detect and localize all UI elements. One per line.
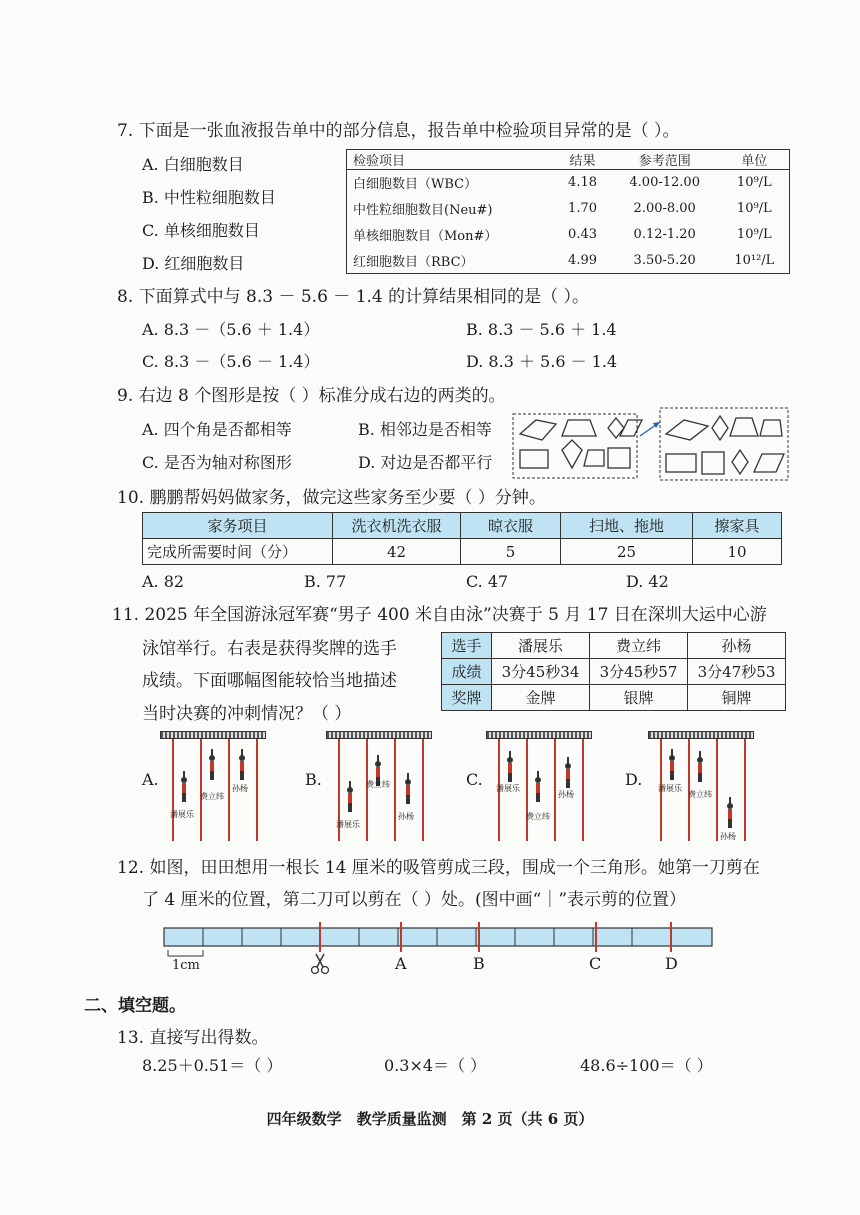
swim-results-table: [441, 632, 786, 711]
header-item: 检验项目: [347, 150, 556, 170]
shape-rectangle: [666, 454, 696, 472]
shape-square: [702, 452, 724, 474]
lane-line: [744, 739, 746, 841]
cell: 0.43: [568, 227, 597, 242]
swimmer-label: 潘展乐: [496, 784, 520, 793]
cell: 3分45秒34: [492, 659, 590, 685]
shape-rectangle: [520, 450, 548, 468]
q11-stem-line2: 泳馆举行。右表是获得奖牌的选手: [142, 639, 397, 659]
cell: 10⁹/L: [736, 227, 772, 242]
pool-diagram-b: [326, 731, 436, 841]
header-cell: 扫地、拖地: [561, 513, 693, 539]
q10-option-b: B. 77: [304, 572, 347, 591]
cell: 4.18: [568, 175, 597, 191]
scissors-icon: [312, 954, 329, 974]
swimmer-figure: [404, 779, 412, 805]
cell: 0.12-1.20: [633, 227, 696, 242]
chore-table: [142, 512, 782, 565]
swimmer-label: 潘展乐: [170, 810, 194, 819]
lane-line: [172, 739, 174, 841]
swimmer-label: 费立纬: [688, 790, 712, 799]
header-cell: 家务项目: [143, 513, 333, 539]
mark-a: A: [395, 954, 407, 973]
unit-bracket: [168, 950, 203, 956]
q11-option-d-letter: D.: [625, 770, 643, 789]
q13-stem: 13. 直接写出得数。: [117, 1028, 269, 1048]
cell: 10⁹/L: [736, 201, 772, 216]
finish-wall: [160, 731, 266, 739]
cell: 单核细胞数目（Mon#）: [353, 229, 498, 244]
blood-report-table: [346, 149, 790, 274]
q7-option-c: C. 单核细胞数目: [142, 221, 260, 240]
q9-option-a: A. 四个角是否都相等: [142, 420, 292, 439]
cell: 5: [461, 539, 561, 565]
swimmer-figure: [696, 757, 704, 783]
header-unit: 单位: [720, 150, 790, 170]
cell: 白细胞数目（WBC）: [353, 177, 478, 193]
q8-option-a: A. 8.3 －（5.6 ＋ 1.4）: [142, 320, 320, 339]
straw-bar: [164, 928, 712, 946]
q11-option-b-letter: B.: [305, 770, 322, 789]
swimmer-label: 潘展乐: [336, 820, 360, 829]
q7-option-d: D. 红细胞数目: [142, 254, 245, 273]
swimmer-label: 潘展乐: [658, 784, 682, 793]
mark-c: C: [589, 954, 602, 973]
header-range: 参考范围: [610, 150, 720, 170]
swimmer-figure: [238, 755, 246, 781]
swimmer-figure: [564, 763, 572, 789]
straw-ruler-figure: [160, 918, 720, 978]
cell: 潘展乐: [492, 633, 590, 659]
label-result: 成绩: [442, 659, 492, 685]
finish-wall: [486, 731, 592, 739]
shape-quadrilateral: [520, 420, 556, 440]
shape-quadrilateral: [666, 420, 708, 440]
q7-option-b: B. 中性粒细胞数目: [142, 188, 276, 207]
cell: 银牌: [590, 685, 688, 711]
cell: 3分47秒53: [688, 659, 786, 685]
shape-right-trapezoid: [760, 420, 782, 436]
swimmer-figure: [208, 755, 216, 781]
swimmer-figure: [346, 787, 354, 813]
swimmer-figure: [180, 777, 188, 803]
header-result: 结果: [555, 150, 609, 170]
swimmer-label: 费立纬: [200, 792, 224, 801]
lane-line: [582, 739, 584, 841]
shape-trapezoid: [730, 418, 758, 436]
row-label: 完成所需要时间（分）: [143, 539, 333, 565]
cell: 3分45秒57: [590, 659, 688, 685]
q9-option-d: D. 对边是否都平行: [358, 453, 493, 472]
cell: 金牌: [492, 685, 590, 711]
lane-line: [200, 739, 202, 841]
pool-diagram-c: [486, 731, 596, 841]
q8-stem: 8. 下面算式中与 8.3 － 5.6 － 1.4 的计算结果相同的是（ ）。: [117, 287, 590, 307]
q8-option-b: B. 8.3 － 5.6 ＋ 1.4: [466, 320, 617, 339]
q7-option-a: A. 白细胞数目: [142, 155, 244, 174]
cell: 1.70: [568, 201, 597, 216]
cell: 铜牌: [688, 685, 786, 711]
swimmer-figure: [668, 755, 676, 781]
swimmer-label: 孙杨: [720, 832, 736, 841]
cell: 10¹²/L: [734, 252, 775, 268]
header-cell: 擦家具: [693, 513, 782, 539]
q9-option-c: C. 是否为轴对称图形: [142, 453, 292, 472]
q13-item-1: 8.25＋0.51＝（ ）: [142, 1056, 283, 1075]
shape-rhombus: [732, 450, 748, 474]
pool-diagram-d: [648, 731, 758, 841]
q12-stem-line1: 12. 如图，田田想用一根长 14 厘米的吸管剪成三段，围成一个三角形。她第一刀剪在: [117, 858, 760, 878]
finish-wall: [326, 731, 432, 739]
q10-stem: 10. 鹏鹏帮妈妈做家务，做完这些家务至少要（ ）分钟。: [117, 488, 546, 508]
q13-item-2: 0.3×4＝（ ）: [384, 1056, 487, 1075]
cell: 25: [561, 539, 693, 565]
cell: 10⁹/L: [736, 175, 772, 191]
swimmer-label: 孙杨: [398, 812, 414, 821]
shape-right-trapezoid: [584, 450, 604, 466]
lane-line: [228, 739, 230, 841]
shape-square: [608, 448, 630, 468]
swimmer-figure: [534, 777, 542, 803]
cell: 42: [333, 539, 461, 565]
finish-wall: [648, 731, 754, 739]
shape-parallelogram: [620, 420, 642, 436]
q7-stem: 7. 下面是一张血液报告单中的部分信息，报告单中检验项目异常的是（ ）。: [117, 121, 680, 141]
lane-line: [716, 739, 718, 841]
label-medal: 奖牌: [442, 685, 492, 711]
cell: 孙杨: [688, 633, 786, 659]
q11-option-a-letter: A.: [142, 770, 159, 789]
cell: 4.99: [568, 252, 597, 268]
cell: 4.00-12.00: [629, 175, 700, 191]
q9-shapes-figure: [512, 406, 792, 482]
swimmer-label: 孙杨: [558, 790, 574, 799]
unit-label: 1cm: [172, 958, 200, 973]
cell: 3.50-5.20: [633, 252, 696, 268]
header-cell: 洗衣机洗衣服: [333, 513, 461, 539]
lane-line: [366, 739, 368, 841]
q12-stem-line2: 了 4 厘米的位置，第二刀可以剪在（ ）处。(图中画“｜”表示剪的位置）: [142, 890, 687, 910]
arrow-head: [653, 422, 660, 428]
shape-parallelogram: [754, 454, 784, 472]
swimmer-label: 孙杨: [232, 784, 248, 793]
swimmer-label: 费立纬: [526, 812, 550, 821]
cell: 红细胞数目（RBC）: [353, 254, 474, 270]
label-player: 选手: [442, 633, 492, 659]
swimmer-figure: [726, 803, 734, 829]
shape-kite: [562, 440, 582, 468]
cell: 费立纬: [590, 633, 688, 659]
q13-item-3: 48.6÷100＝（ ）: [580, 1056, 713, 1075]
header-cell: 晾衣服: [461, 513, 561, 539]
lane-line: [422, 739, 424, 841]
mark-b: B: [473, 954, 485, 973]
q10-option-c: C. 47: [466, 572, 509, 591]
q11-stem-line3: 成绩。下面哪幅图能较恰当地描述: [142, 671, 397, 691]
shape-rhombus: [608, 418, 624, 438]
q10-option-a: A. 82: [142, 572, 185, 591]
q9-option-b: B. 相邻边是否相等: [358, 420, 492, 439]
q8-option-d: D. 8.3 ＋ 5.6 － 1.4: [466, 352, 618, 371]
q11-stem-line4: 当时决赛的冲刺情况？（ ）: [142, 704, 352, 724]
mark-d: D: [665, 954, 678, 973]
swimmer-label: 费立纬: [366, 780, 390, 789]
q8-option-c: C. 8.3 －（5.6 － 1.4）: [142, 352, 320, 371]
lane-line: [526, 739, 528, 841]
pool-diagram-a: [160, 731, 270, 841]
cell: 中性粒细胞数目(Neu#): [353, 203, 493, 218]
shape-trapezoid: [562, 420, 596, 436]
lane-line: [394, 739, 396, 841]
shape-rhombus: [712, 416, 728, 440]
lane-line: [554, 739, 556, 841]
section-2-title: 二、填空题。: [84, 996, 186, 1016]
lane-line: [256, 739, 258, 841]
q11-option-c-letter: C.: [466, 770, 483, 789]
q10-option-d: D. 42: [626, 572, 669, 591]
swimmer-figure: [506, 757, 514, 783]
page-footer: 四年级数学 教学质量监测 第 2 页（共 6 页）: [266, 1110, 594, 1128]
q11-stem-line1: 11. 2025 年全国游泳冠军赛“男子 400 米自由泳”决赛于 5 月 17 日在深圳大运中心游: [112, 605, 767, 625]
cell: 10: [693, 539, 782, 565]
q9-stem: 9. 右边 8 个图形是按（ ）标准分成右边的两类的。: [117, 386, 506, 406]
cell: 2.00-8.00: [633, 201, 696, 216]
